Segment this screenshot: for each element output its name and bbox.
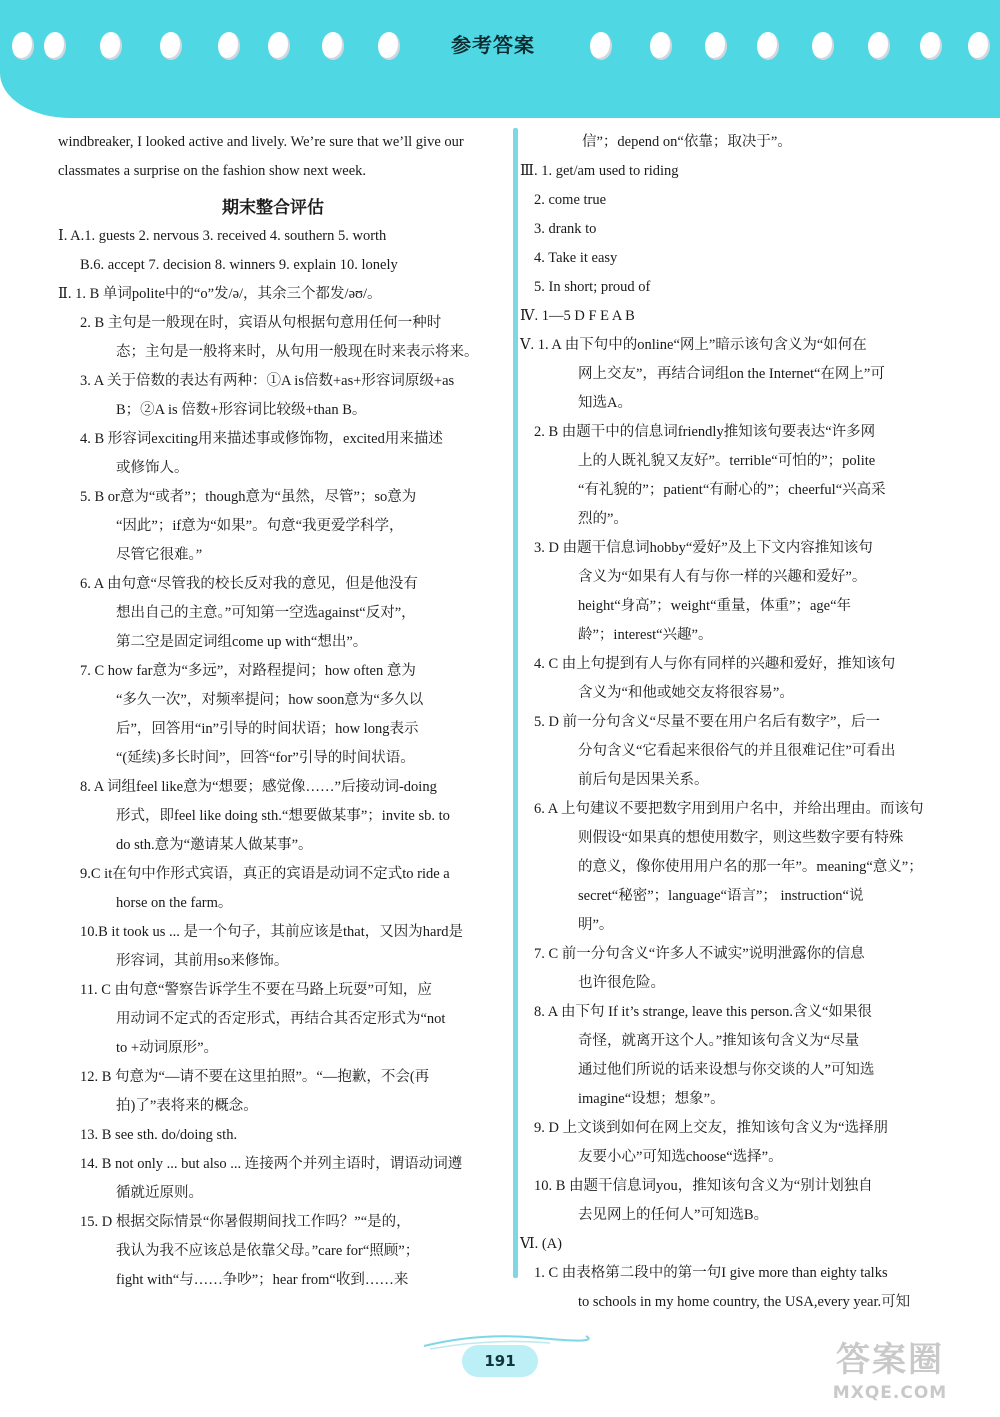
text-line: 10. B 由题干信息词you，推知该句含义为“别计划独自 <box>534 1178 873 1194</box>
text-line: 形容词，其前用so来修饰。 <box>116 953 289 969</box>
text-line: 拍)了”表将来的概念。 <box>116 1098 258 1114</box>
text-line: 9.C it在句中作形式宾语，真正的宾语是动词不定式to ride a <box>80 866 450 882</box>
text-line: 明”。 <box>578 917 614 933</box>
text-line: 循就近原则。 <box>116 1185 203 1201</box>
text-line: 含义为“如果有人有与你一样的兴趣和爱好”。 <box>578 569 867 585</box>
text-line: 尽管它很难。” <box>116 547 203 563</box>
text-line: 态；主句是一般将来时，从句用一般现在时来表示将来。 <box>116 344 479 360</box>
text-line: 含义为“和他或她交友将很容易”。 <box>578 685 794 701</box>
text-line: classmates a surprise on the fashion show next week. <box>58 163 367 179</box>
left-column <box>58 128 488 1295</box>
decorative-dot <box>968 32 990 60</box>
text-line: 也许很危险。 <box>578 975 665 991</box>
text-line: 第二空是固定词组come up with“想出”。 <box>116 634 368 650</box>
text-line: “因此”；if意为“如果”。句意“我更爱学科学， <box>116 518 404 534</box>
header-title: 参考答案 <box>451 33 535 57</box>
text-line: 7. C 前一分句含义“许多人不诚实”说明泄露你的信息 <box>534 946 865 962</box>
text-line: 3. A 关于倍数的表达有两种：①A is倍数+as+形容词原级+as <box>80 373 455 389</box>
text-line: 3. drank to <box>534 221 597 237</box>
decorative-dot <box>44 32 66 60</box>
decorative-dot <box>378 32 400 60</box>
text-line: 想出自己的主意。”可知第一空选against“反对”， <box>116 605 416 621</box>
decorative-dot <box>322 32 344 60</box>
right-column <box>520 128 945 1317</box>
text-line: 5. B or意为“或者”；though意为“虽然，尽管”；so意为 <box>80 489 417 505</box>
decorative-dot <box>100 32 122 60</box>
text-line: 2. come true <box>534 192 607 208</box>
text-line: to schools in my home country, the USA,every year.可知 <box>578 1294 911 1310</box>
text-line: 知选A。 <box>578 395 632 411</box>
text-line: secret“秘密”；language“语言”； instruction“说 <box>578 888 864 904</box>
text-line: 形式，即feel like doing sth.“想要做某事”；invite sb. to <box>116 808 450 824</box>
decorative-dot <box>160 32 182 60</box>
text-line: 2. B 主句是一般现在时，宾语从句根据句意用任何一种时 <box>80 315 442 331</box>
text-line: to +动词原形”。 <box>116 1040 219 1056</box>
text-line: 网上交友”，再结合词组on the Internet“在网上”可 <box>578 366 885 382</box>
text-line: 4. C 由上句提到有人与你有同样的兴趣和爱好，推知该句 <box>534 656 896 672</box>
text-line: Ⅰ. A.1. guests 2. nervous 3. received 4. southern 5. worth <box>58 228 387 244</box>
text-line: 前后句是因果关系。 <box>578 772 709 788</box>
text-line: 5. D 前一分句含义“尽量不要在用户名后有数字”，后一 <box>534 714 880 730</box>
watermark <box>790 1338 990 1412</box>
text-line: 的意义，像你使用用户名的那一年”。meaning“意义”； <box>578 859 923 875</box>
text-line: 4. Take it easy <box>534 250 618 266</box>
decorative-dot <box>868 32 890 60</box>
decorative-dot <box>268 32 290 60</box>
header-banner <box>0 0 1000 118</box>
text-line: 3. D 由题干信息词hobby“爱好”及上下文内容推知该句 <box>534 540 873 556</box>
text-line: 7. C how far意为“多远”，对路程提问；how often 意为 <box>80 663 416 679</box>
text-line: do sth.意为“邀请某人做某事”。 <box>116 837 313 853</box>
text-line: 信”；depend on“依靠；取决于”。 <box>582 134 792 150</box>
text-line: 11. C 由句意“警察告诉学生不要在马路上玩耍”可知，应 <box>80 982 432 998</box>
text-line: 4. B 形容词exciting用来描述事或修饰物，excited用来描述 <box>80 431 443 447</box>
decorative-dot <box>920 32 942 60</box>
text-line: 1. C 由表格第二段中的第一句I give more than eighty talks <box>534 1265 888 1281</box>
text-line: 15. D 根据交际情景“你暑假期间找工作吗？”“是的， <box>80 1214 411 1230</box>
text-line: 通过他们所说的话来设想与你交谈的人”可知选 <box>578 1062 875 1078</box>
text-line: 友要小心”可知选choose“选择”。 <box>578 1149 783 1165</box>
text-line: 6. A 上句建议不要把数字用到用户名中，并给出理由。而该句 <box>534 801 924 817</box>
text-line: “有礼貌的”；patient“有耐心的”；cheerful“兴高采 <box>578 482 886 498</box>
text-line: 14. B not only ... but also ... 连接两个并列主语时，谓语动词遵 <box>80 1156 463 1172</box>
text-line: Ⅲ. 1. get/am used to riding <box>520 163 679 179</box>
text-line: 6. A 由句意“尽管我的校长反对我的意见，但是他没有 <box>80 576 418 592</box>
column-divider <box>513 128 518 1278</box>
decorative-dot <box>218 32 240 60</box>
text-line: 12. B 句意为“—请不要在这里拍照”。“—抱歉，不会(再 <box>80 1069 430 1085</box>
text-line: Ⅱ. 1. B 单词polite中的“o”发/ə/，其余三个都发/əʊ/。 <box>58 286 382 302</box>
decorative-dot <box>812 32 834 60</box>
text-line: 2. B 由题干中的信息词friendly推知该句要表达“许多网 <box>534 424 876 440</box>
text-line: windbreaker, I looked active and lively. We’re sure that we’ll give our <box>58 134 464 150</box>
text-line: 则假设“如果真的想使用数字，则这些数字要有特殊 <box>578 830 904 846</box>
text-line: “多久一次”，对频率提问；how soon意为“多久以 <box>116 692 424 708</box>
text-line: 9. D 上文谈到如何在网上交友，推知该句含义为“选择朋 <box>534 1120 889 1136</box>
text-line: imagine“设想；想象”。 <box>578 1091 725 1107</box>
decorative-dot <box>590 32 612 60</box>
text-line: B；②A is 倍数+形容词比较级+than B。 <box>116 402 367 418</box>
text-line: 13. B see sth. do/doing sth. <box>80 1127 238 1143</box>
text-line: Ⅳ. 1—5 D F E A B <box>520 308 635 324</box>
decorative-dot <box>12 32 34 60</box>
text-line: “(延续)多长时间”，回答“for”引导的时间状语。 <box>116 750 415 766</box>
text-line: 我认为我不应该总是依靠父母。”care for“照顾”； <box>116 1243 420 1259</box>
watermark-logo-text: 答案圈 <box>836 1340 944 1380</box>
text-line: 或修饰人。 <box>116 460 189 476</box>
decorative-dot <box>650 32 672 60</box>
decorative-dot <box>705 32 727 60</box>
text-line: Ⅵ. (A) <box>520 1236 562 1252</box>
text-line: 分句含义“它看起来很俗气的并且很难记住”可看出 <box>578 743 896 759</box>
text-line: fight with“与……争吵”；hear from“收到……来 <box>116 1272 409 1288</box>
page-number: 191 <box>462 1345 538 1377</box>
text-line: 8. A 由下句 If it’s strange, leave this person.含义“如果很 <box>534 1004 872 1020</box>
watermark-url: MXQE.COM <box>832 1383 948 1403</box>
text-line: height“身高”；weight“重量，体重”；age“年 <box>578 598 852 614</box>
text-line: B.6. accept 7. decision 8. winners 9. explain 10. lonely <box>80 257 398 273</box>
decorative-dot <box>757 32 779 60</box>
text-line: Ⅴ. 1. A 由下句中的online“网上”暗示该句含义为“如何在 <box>520 337 867 353</box>
text-line: 烈的”。 <box>578 511 628 527</box>
text-line: 10.B it took us ... 是一个句子，其前应该是that，又因为hard是 <box>80 924 464 940</box>
text-line: 8. A 词组feel like意为“想要；感觉像……”后接动词-doing <box>80 779 437 795</box>
text-line: 去见网上的任何人”可知选B。 <box>578 1207 769 1223</box>
text-line: 5. In short; proud of <box>534 279 651 295</box>
text-line: 用动词不定式的否定形式，再结合其否定形式为“not <box>116 1011 446 1027</box>
text-line: 奇怪，就离开这个人。”推知该句含义为“尽量 <box>578 1033 860 1049</box>
section-title: 期末整合评估 <box>222 198 324 218</box>
text-line: 上的人既礼貌又友好”。terrible“可怕的”；polite <box>578 453 876 469</box>
text-line: horse on the farm。 <box>116 895 233 911</box>
text-line: 龄”；interest“兴趣”。 <box>578 627 713 643</box>
text-line: 后”，回答用“in”引导的时间状语；how long表示 <box>116 721 419 737</box>
